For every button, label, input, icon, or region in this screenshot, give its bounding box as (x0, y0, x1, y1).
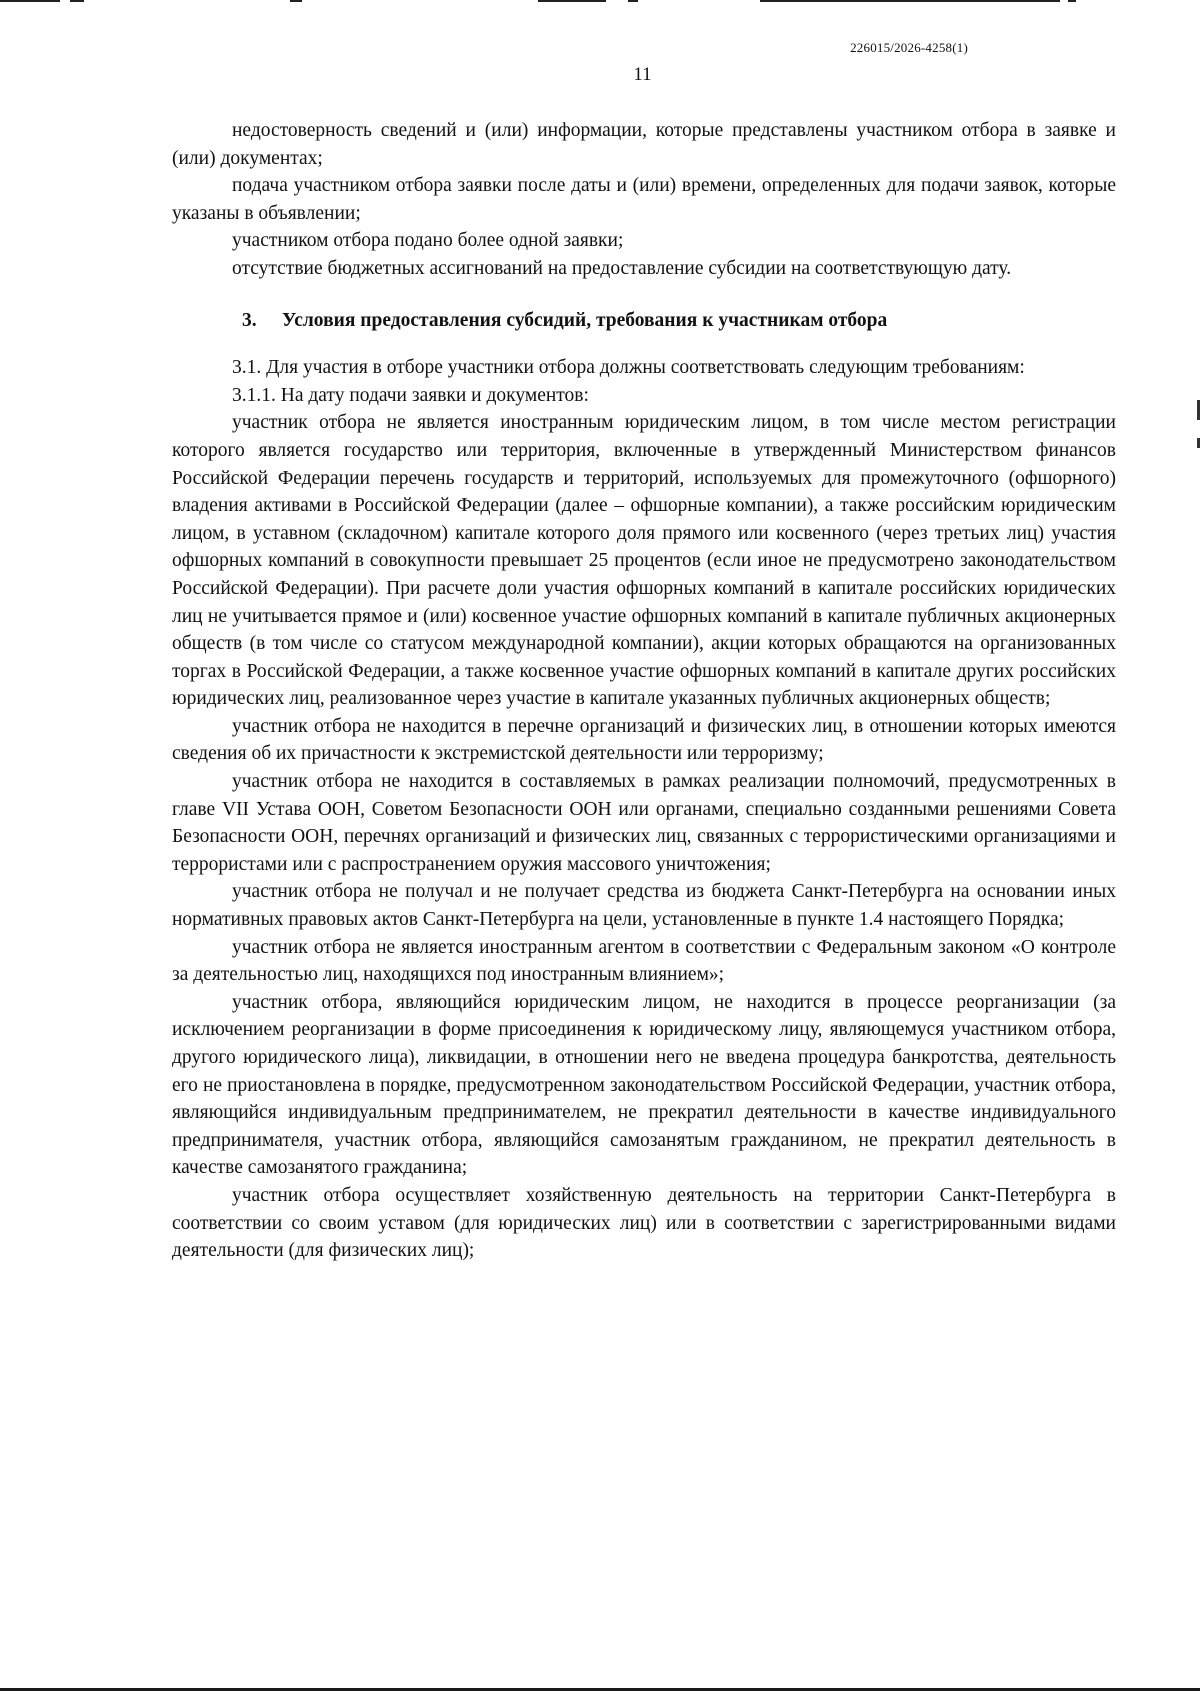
scan-top-edge (0, 0, 1200, 3)
section-title: Условия предоставления субсидий, требования к участникам отбора (282, 309, 888, 331)
paragraph: участник отбора не является иностранным юридическим лицом, в том числе местом регистрации которого является государство или территория, включенные в утвержденный Министерством финансов Российской Федерации перечень государств и территорий, используемых для промежуточного (офшорного) владения активами в Российской Федерации (далее – офшорные компании), а также российским юридическим лицом, в уставном (складочном) капитале которого доля прямого или косвенного (через третьих лиц) участия офшорных компаний в совокупности превышает 25 процентов (если иное не предусмотрено законодательством Российской Федерации). При расчете доли участия офшорных компаний в капитале российских юридических лиц не учитывается прямое и (или) косвенное участие офшорных компаний в капитале публичных акционерных обществ (в том числе со статусом международной компании), акции которых обращаются на организованных торгах в Российской Федерации, а также косвенное участие офшорных компаний в капитале других российских юридических лиц, реализованное через участие в капитале указанных публичных акционерных обществ; (172, 412, 1116, 710)
paragraph: подача участником отбора заявки после даты и (или) времени, определенных для подачи заявок, которые указаны в объявлении; (172, 175, 1116, 224)
paragraph: 3.1.1. На дату подачи заявки и документов: (232, 384, 589, 406)
paragraph: участник отбора не является иностранным агентом в соответствии с Федеральным законом «О контроле за деятельностью лиц, находящихся под иностранным влиянием»; (172, 936, 1116, 986)
scan-bottom-edge (0, 1688, 1200, 1691)
paragraph: участник отбора не получал и не получает средства из бюджета Санкт-Петербурга на основании иных нормативных правовых актов Санкт-Петербурга на цели, установленные в пункте 1.4 настоящего Порядка; (172, 881, 1116, 931)
paragraph: отсутствие бюджетных ассигнований на предоставление субсидии на соответствующую дату. (232, 257, 1012, 279)
document-body (172, 117, 1116, 1265)
section-number: 3. (242, 309, 257, 331)
paragraph: участник отбора, являющийся юридическим лицом, не находится в процессе реорганизации (за исключением реорганизации в форме присоединения к юридическому лицу, являющемуся участником отбора, другого юридического лица), ликвидации, в отношении него не введена процедура банкротства, деятельность его не приостановлена в порядке, предусмотренном законодательством Российской Федерации, участник отбора, являющийся индивидуальным предпринимателем, не прекратил деятельности в качестве индивидуального предпринимателя, участник отбора, являющийся самозанятым гражданином, не прекратил деятельность в качестве самозанятого гражданина; (172, 991, 1116, 1179)
paragraph: участник отбора не находится в перечне организаций и физических лиц, в отношении которых имеются сведения об их причастности к экстремистской деятельности или терроризму; (172, 715, 1116, 765)
page-number: 11 (633, 64, 652, 85)
paragraph: недостоверность сведений и (или) информации, которые представлены участником отбора в заявке и (или) документах; (172, 120, 1116, 169)
section-heading (172, 307, 1116, 335)
paragraph: участник отбора не находится в составляемых в рамках реализации полномочий, предусмотренных в главе VII Устава ООН, Советом Безопасности ООН или органами, специально созданными решениями Совета Безопасности ООН, перечнях организаций и физических лиц, связанных с террористическими организациями и террористами или с распространением оружия массового уничтожения; (172, 771, 1116, 875)
paragraph: участником отбора подано более одной заявки; (232, 230, 624, 252)
paragraph: участник отбора осуществляет хозяйственную деятельность на территории Санкт-Петербурга в соответствии со своим уставом (для юридических лиц) или в соответствии с зарегистрированными видами деятельности (для физических лиц); (172, 1184, 1116, 1262)
paragraph: 3.1. Для участия в отборе участники отбора должны соответствовать следующим требованиям: (232, 357, 1025, 379)
document-number: 226015/2026-4258(1) (850, 40, 968, 55)
